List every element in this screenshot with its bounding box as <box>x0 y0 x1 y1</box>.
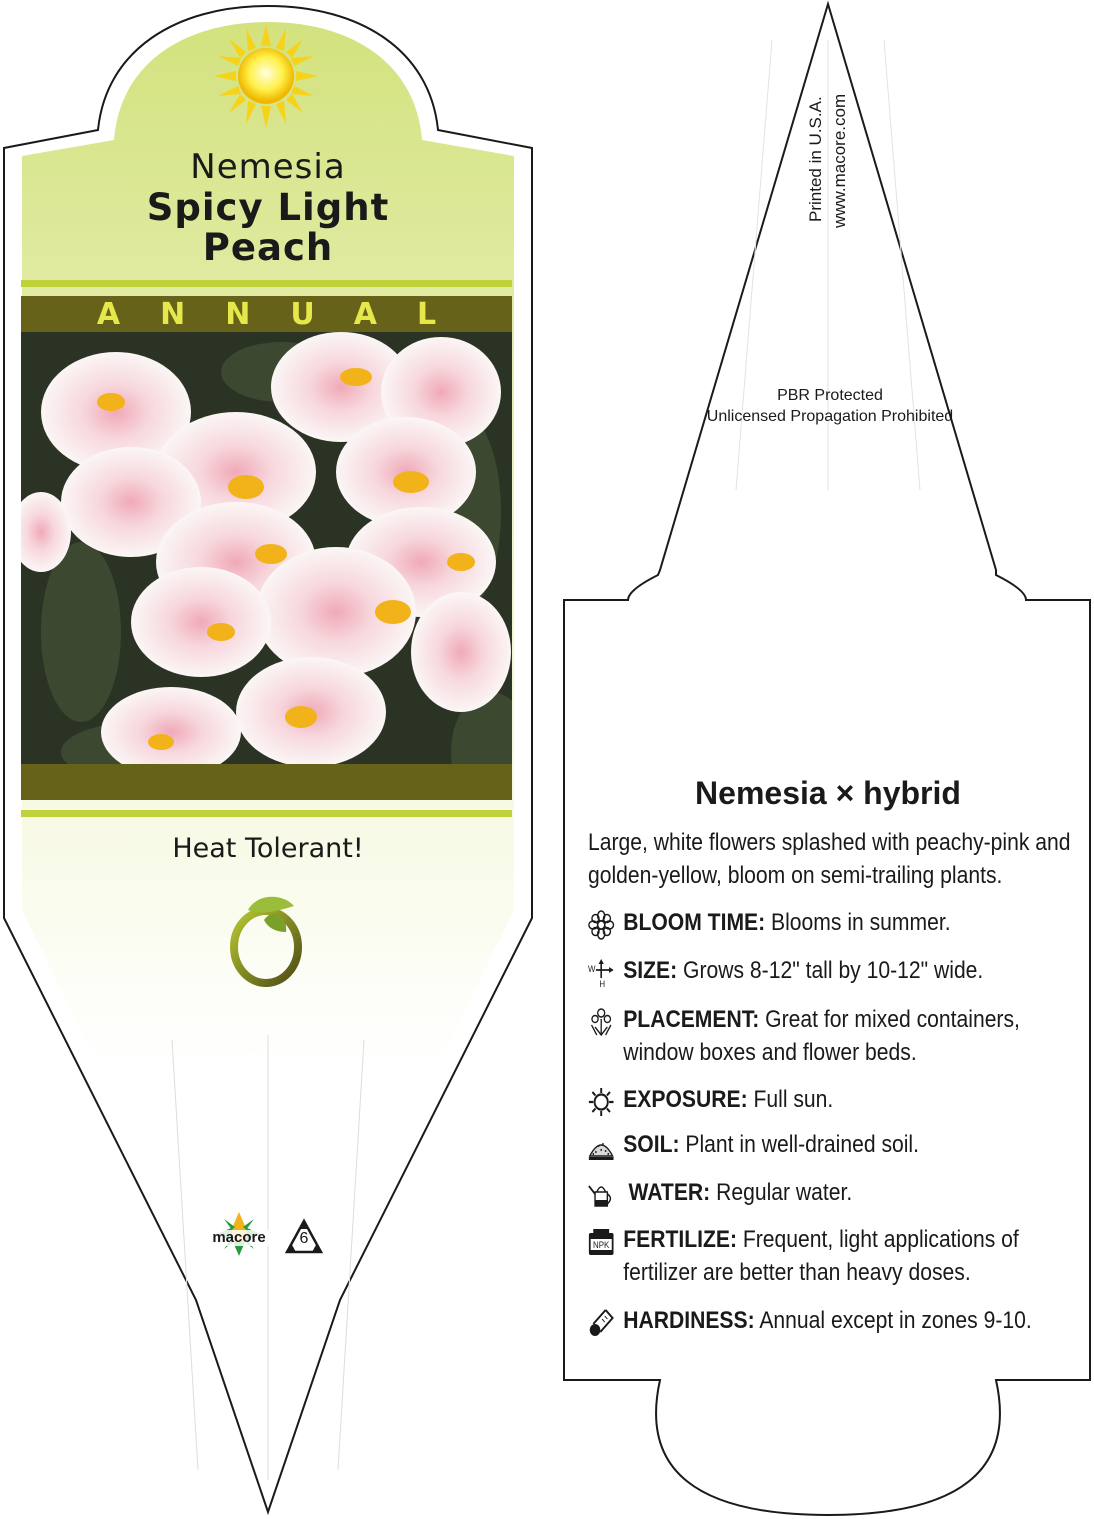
care-text: Full sun. <box>747 1086 834 1113</box>
care-soil <box>588 1128 1074 1161</box>
care-fertilize <box>588 1223 1074 1289</box>
bottom-rule <box>21 810 512 817</box>
plant-description: Large, white flowers splashed with peachy-pink and golden-yellow, bloom on semi-trailing plants. <box>588 829 1071 889</box>
cultivar-name <box>0 188 536 268</box>
printed-in-usa: Printed in U.S.A. <box>806 96 825 222</box>
care-label: SOIL: <box>623 1131 680 1158</box>
care-text: Frequent, light applications of fertilizer are better than heavy doses. <box>623 1226 1019 1286</box>
soil-icon <box>588 1132 614 1162</box>
care-label: EXPOSURE: <box>623 1086 748 1113</box>
sun-icon <box>214 24 318 128</box>
back-tag-shape <box>556 0 1094 1519</box>
care-hardiness <box>588 1304 1074 1337</box>
thermometer-icon <box>588 1308 614 1338</box>
cultivar-name-line1: Spicy Light <box>146 186 390 229</box>
care-text: Blooms in summer. <box>765 909 951 936</box>
care-text: Grows 8-12" tall by 10-12" wide. <box>677 957 984 984</box>
care-water <box>588 1176 1074 1209</box>
size-icon-h: H <box>599 978 606 988</box>
care-exposure <box>588 1083 1074 1116</box>
sun-icon <box>588 1087 614 1117</box>
cultivar-name-line2: Peach <box>202 226 334 269</box>
npk-icon <box>588 1227 614 1257</box>
pbr-line2: Unlicensed Propagation Prohibited <box>706 408 954 425</box>
care-label: PLACEMENT: <box>623 1006 760 1033</box>
size-icon-w: W <box>588 963 596 975</box>
category-band: ANNUAL <box>21 296 512 332</box>
variety-name: Nemesia <box>190 147 346 187</box>
flower-photo <box>21 332 512 764</box>
tagline: Heat Tolerant! <box>172 833 364 864</box>
website: www.macore.com <box>830 93 849 228</box>
size-icon <box>588 958 614 988</box>
npk-label: NPK <box>593 1239 610 1251</box>
pbr-line1: PBR Protected <box>777 387 883 404</box>
recycle-number: 6 <box>299 1230 309 1247</box>
care-placement <box>588 1003 1074 1069</box>
scientific-name: Nemesia × hybrid <box>695 775 961 811</box>
care-label: FERTILIZE: <box>623 1226 738 1253</box>
pbr-notice <box>680 385 980 427</box>
flower-icon <box>588 910 614 940</box>
bottom-band <box>21 764 512 800</box>
care-text: Annual except in zones 9-10. <box>754 1307 1032 1334</box>
care-text: Great for mixed containers, window boxes and flower beds. <box>623 1006 1020 1066</box>
brand-name: macore <box>204 1230 274 1246</box>
care-label: BLOOM TIME: <box>623 909 766 936</box>
care-label: SIZE: <box>623 957 678 984</box>
seedling-logo-icon <box>228 892 308 987</box>
placement-icon <box>588 1007 614 1037</box>
care-bloom-time <box>588 906 1074 939</box>
care-label: HARDINESS: <box>623 1307 755 1334</box>
care-text: Plant in well-drained soil. <box>679 1131 920 1158</box>
care-text: Regular water. <box>710 1179 853 1206</box>
watering-can-icon <box>588 1180 614 1210</box>
top-rule <box>21 280 512 287</box>
care-label: WATER: <box>628 1179 711 1206</box>
care-size <box>588 954 1074 987</box>
